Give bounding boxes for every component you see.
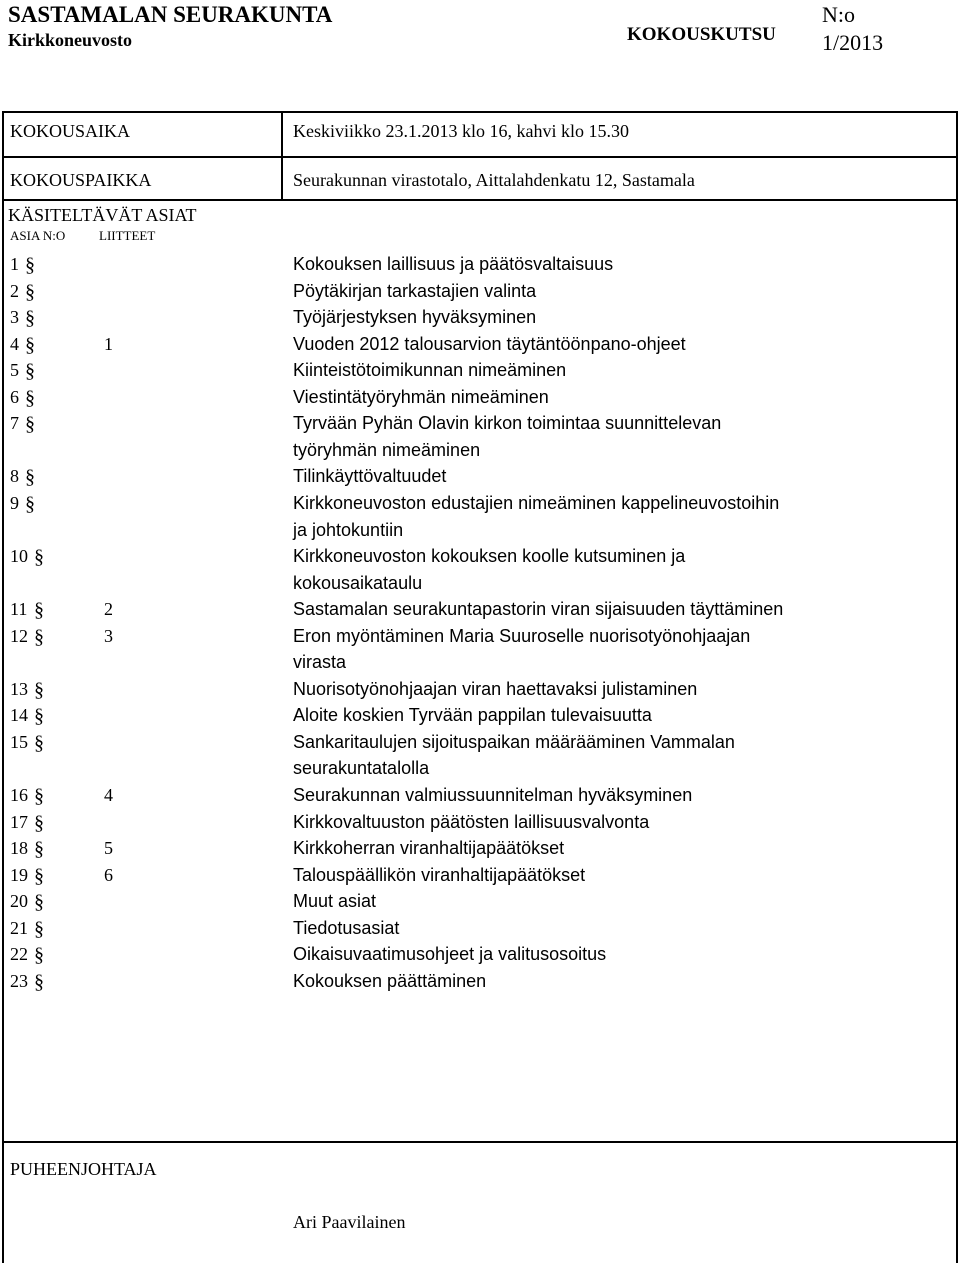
section-sign-icon: § — [34, 785, 44, 807]
section-sign-icon: § — [25, 254, 35, 276]
chairman-label: PUHEENJOHTAJA — [10, 1159, 157, 1179]
section-sign-icon: § — [34, 625, 44, 648]
document-number: 1/2013 — [822, 30, 884, 55]
document-type: KOKOUSKUTSU — [627, 24, 776, 45]
section-sign-icon: § — [34, 864, 44, 887]
section-divider — [2, 1141, 958, 1143]
section-sign-icon: § — [25, 386, 35, 409]
agenda-item-number: 11 — [10, 599, 28, 620]
section-sign-icon: § — [25, 333, 35, 356]
agenda-item-number: 7 — [10, 413, 19, 434]
table-top-border — [2, 111, 958, 113]
left-border — [2, 111, 4, 1263]
section-sign-icon: § — [34, 838, 44, 861]
right-border — [956, 111, 958, 1263]
section-sign-icon: § — [25, 307, 35, 330]
section-sign-icon: § — [34, 944, 44, 967]
agenda-item-title: Sankaritaulujen sijoituspaikan määrääminen Vammalan — [293, 731, 735, 752]
agenda-item-number: 17 — [10, 811, 28, 832]
agenda-item-title: Sastamalan seurakuntapastorin viran sijaisuuden täyttäminen — [293, 599, 784, 620]
document-number-label: N:o — [822, 2, 855, 27]
section-sign-icon: § — [25, 360, 35, 383]
agenda-item-number: 9 — [10, 492, 19, 513]
agenda-item-number: 13 — [10, 678, 28, 699]
agenda-column-number: ASIA N:O — [10, 228, 66, 243]
section-sign-icon: § — [34, 599, 44, 622]
section-sign-icon: § — [34, 731, 44, 754]
meeting-time-label: KOKOUSAIKA — [10, 121, 130, 141]
section-sign-icon: § — [25, 280, 35, 303]
section-sign-icon: § — [25, 492, 35, 515]
agenda-heading: KÄSITELTÄVÄT ASIAT — [8, 205, 197, 225]
agenda-item-title: Tyrvään Pyhän Olavin kirkon toimintaa suunnittelevan — [293, 413, 722, 434]
agenda-item-title: Vuoden 2012 talousarvion täytäntöönpano-ohjeet — [293, 333, 686, 354]
row-divider — [2, 199, 958, 201]
section-sign-icon: § — [34, 917, 44, 940]
agenda-item-attachment: 3 — [104, 625, 113, 646]
section-sign-icon: § — [25, 413, 35, 436]
agenda-item-attachment: 4 — [104, 785, 113, 805]
section-sign-icon: § — [34, 970, 44, 993]
agenda-item-number: 5 — [10, 360, 19, 381]
agenda-item-number: 10 — [10, 546, 28, 567]
agenda-item-number: 19 — [10, 864, 28, 885]
agenda-item-number: 12 — [10, 625, 28, 646]
agenda-item-title: Tiedotusasiat — [293, 917, 400, 938]
agenda-item-number: 8 — [10, 466, 19, 487]
section-sign-icon: § — [34, 891, 44, 914]
agenda-item-number: 16 — [10, 785, 28, 805]
meeting-place-value: Seurakunnan virastotalo, Aittalahdenkatu 12, Sastamala — [293, 170, 695, 190]
agenda-item-title: Seurakunnan valmiussuunnitelman hyväksyminen — [293, 785, 693, 805]
agenda-item-title: Pöytäkirjan tarkastajien valinta — [293, 280, 537, 301]
agenda-item-number: 15 — [10, 731, 28, 752]
agenda-item-number: 6 — [10, 386, 19, 407]
agenda-item-attachment: 1 — [104, 333, 113, 354]
agenda-item-number: 3 — [10, 307, 19, 328]
column-divider — [281, 111, 283, 199]
agenda-item-title: Tilinkäyttövaltuudet — [293, 466, 447, 487]
agenda-item-number: 23 — [10, 970, 28, 991]
agenda-item-number: 14 — [10, 705, 28, 726]
agenda-item-number: 20 — [10, 891, 28, 912]
agenda-column-attachments: LIITTEET — [99, 228, 156, 243]
agenda-item-title: Oikaisuvaatimusohjeet ja valitusosoitus — [293, 944, 607, 965]
agenda-item-title-continued: seurakuntatalolla — [293, 758, 430, 779]
agenda-item-title-continued: ja johtokuntiin — [293, 519, 404, 540]
agenda-item-attachment: 2 — [104, 599, 113, 620]
agenda-item-title: Kirkkoneuvoston kokouksen koolle kutsuminen ja — [293, 546, 686, 567]
agenda-item-title: Kiinteistötoimikunnan nimeäminen — [293, 360, 567, 381]
agenda-item-title: Muut asiat — [293, 891, 377, 912]
agenda-item-attachment: 6 — [104, 864, 113, 885]
agenda-item-title: Viestintätyöryhmän nimeäminen — [293, 386, 549, 407]
agenda-item-number: 22 — [10, 944, 28, 965]
agenda-item-title: Talouspäällikön viranhaltijapäätökset — [293, 864, 586, 885]
agenda-item-title-continued: työryhmän nimeäminen — [293, 439, 481, 460]
agenda-item-number: 1 — [10, 254, 19, 274]
agenda-item-title: Kirkkovaltuuston päätösten laillisuusvalvonta — [293, 811, 650, 832]
agenda-item-title: Työjärjestyksen hyväksyminen — [293, 307, 537, 328]
agenda-item-title: Kokouksen laillisuus ja päätösvaltaisuus — [293, 254, 614, 274]
agenda-item-title: Aloite koskien Tyrvään pappilan tulevaisuutta — [293, 705, 652, 726]
agenda-item-number: 21 — [10, 917, 28, 938]
section-sign-icon: § — [25, 466, 35, 489]
meeting-time-value: Keskiviikko 23.1.2013 klo 16, kahvi klo 15.30 — [293, 121, 629, 141]
agenda-item-title: Kirkkoherran viranhaltijapäätökset — [293, 838, 565, 859]
section-sign-icon: § — [34, 705, 44, 728]
section-sign-icon: § — [34, 546, 44, 569]
agenda-item-title: Eron myöntäminen Maria Suuroselle nuorisotyönohjaajan — [293, 625, 751, 646]
section-sign-icon: § — [34, 678, 44, 701]
board-name: Kirkkoneuvosto — [8, 30, 133, 50]
agenda-item-number: 2 — [10, 280, 19, 301]
agenda-item-title-continued: virasta — [293, 652, 347, 673]
agenda-item-attachment: 5 — [104, 838, 113, 859]
agenda-item-number: 18 — [10, 838, 28, 859]
organization-name: SASTAMALAN SEURAKUNTA — [8, 2, 333, 27]
agenda-item-title: Kirkkoneuvoston edustajien nimeäminen kappelineuvostoihin — [293, 492, 780, 513]
agenda-item-title: Nuorisotyönohjaajan viran haettavaksi julistaminen — [293, 678, 698, 699]
agenda-item-title-continued: kokousaikataulu — [293, 572, 423, 593]
agenda-item-title: Kokouksen päättäminen — [293, 970, 487, 991]
agenda-item-number: 4 — [10, 333, 19, 354]
chairman-name: Ari Paavilainen — [293, 1212, 406, 1232]
meeting-place-label: KOKOUSPAIKKA — [10, 170, 152, 190]
row-divider — [2, 156, 958, 158]
section-sign-icon: § — [34, 811, 44, 834]
